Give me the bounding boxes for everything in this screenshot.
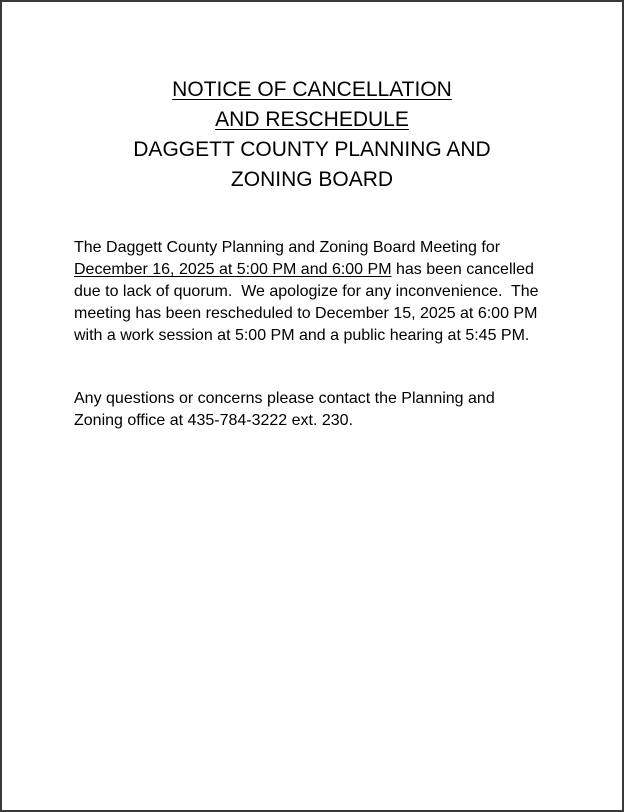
notice-subtitle-line-2: ZONING BOARD	[230, 168, 394, 191]
paragraph-line: meeting has been rescheduled to December 15, 2025 at 6:00 PM	[74, 305, 538, 322]
paragraph-line: Zoning office at 435-784-3222 ext. 230.	[74, 412, 354, 429]
cancelled-dates: December 16, 2025 at 5:00 PM and 6:00 PM	[74, 261, 392, 278]
contact-paragraph	[74, 388, 564, 432]
paragraph-line	[74, 259, 564, 281]
paragraph-line: The Daggett County Planning and Zoning Board Meeting for	[74, 239, 501, 256]
paragraph-line: Any questions or concerns please contact the Planning and	[74, 390, 495, 407]
paragraph-line: with a work session at 5:00 PM and a public hearing at 5:45 PM.	[74, 327, 530, 344]
notice-heading	[0, 75, 624, 195]
notice-title-line-1: NOTICE OF CANCELLATION	[172, 78, 452, 101]
notice-title-line-2: AND RESCHEDULE	[215, 108, 409, 131]
paragraph-line: due to lack of quorum. We apologize for any inconvenience. The	[74, 283, 539, 300]
notice-subtitle-line-1: DAGGETT COUNTY PLANNING AND	[133, 138, 491, 161]
paragraph-line-rest: has been cancelled	[391, 261, 534, 278]
cancellation-paragraph	[74, 237, 564, 347]
